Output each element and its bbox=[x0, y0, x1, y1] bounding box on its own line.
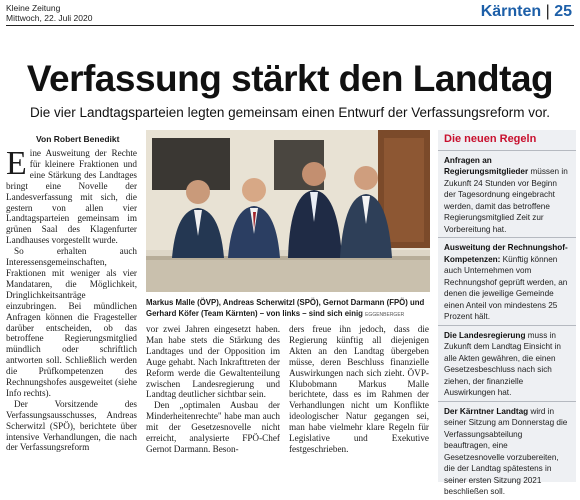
section-name: Kärnten bbox=[480, 3, 542, 20]
masthead bbox=[6, 3, 92, 23]
paragraph: ders freue ihn jedoch, dass die Regierung künftig all diejenigen Akten an den Landtag übergeben müsse, deren Beschluss finanzielle Auswirkungen nach sich zieht. ÖVP-Klubobmann Markus Malle berichtete, dass es im Rahmen der Verhandlungen nicht um Konflikte ideologischer Natur gegangen sei, man habe vielmehr klare Regeln für Legislative und Exekutive festgeschrieben. bbox=[289, 324, 429, 454]
paragraph: Der Vorsitzende des Verfassungsausschusses, Andreas Scherwitzl (SPÖ), berichtete über intensive Verhandlungen, die nach der Verfassungsreform bbox=[6, 398, 137, 453]
paragraph: Den „optimalen Ausbau der Minderheitenrechte" habe man auch mit der Gesetzesnovelle nicht erreicht, analysierte FPÖ-Chef Gernot Darmann. Beson- bbox=[146, 400, 280, 454]
masthead-rule bbox=[6, 25, 574, 26]
subheadline: Die vier Landtagsparteien legten gemeinsam einen Entwurf der Verfassungsreform vor. bbox=[29, 105, 551, 120]
photo-credit: EGGENBERGER bbox=[365, 312, 405, 318]
photo-caption: Markus Malle (ÖVP), Andreas Scherwitzl (SPÖ), Gernot Darmann (FPÖ) und Gerhard Köfer (Team Kärnten) – von links – sind sich einig EGGENBERGER bbox=[146, 298, 425, 318]
headline: Verfassung stärkt den Landtag bbox=[26, 58, 554, 99]
info-item: Die Landesregierung muss in Zukunft dem Landtag Einsicht in alle Akten gewähren, die einen Gesetzesbeschluss nach sich ziehen, der finanzielle Auswirkungen hat. bbox=[438, 325, 576, 401]
issue-date: Mittwoch, 22. Juli 2020 bbox=[6, 13, 93, 23]
article-column-3 bbox=[289, 324, 429, 480]
byline: Von Robert Benedikt bbox=[36, 134, 120, 144]
info-item: Der Kärntner Landtag wird in seiner Sitzung am Donnerstag die Verfassungsabteilung beauftragen, eine Gesetzesnovelle vorzubereiten, die der Landtag spätestens in seiner ersten Sitzung 2021 beschließen soll. bbox=[438, 401, 576, 500]
article-photo bbox=[146, 130, 430, 292]
group-photo bbox=[146, 130, 430, 292]
article-column-2 bbox=[146, 324, 280, 480]
newspaper-name: Kleine Zeitung bbox=[6, 3, 61, 13]
info-box-title: Die neuen Regeln bbox=[444, 133, 537, 145]
page-number: 25 bbox=[554, 3, 572, 20]
paragraph: vor zwei Jahren eingesetzt haben. Man habe stets die Stärkung des Landtages und der Opposition im Auge gehabt. Nach Inkrafttreten der Reform werde die Gewaltenteilung zwischen Landesregierung und Landtag deutlicher sichtbar sein. bbox=[146, 324, 280, 400]
paragraph: ine Ausweitung der Rechte für kleinere Fraktionen und eine Stärkung des Landtages bringt eine Novelle der Landesverfassung mit sich, die gestern von allen vier Landtagsparteien gemeinsam im grünen Saal des Klagenfurter Landhauses vorgestellt wurde. bbox=[6, 148, 137, 246]
info-box bbox=[438, 130, 576, 496]
info-item: Anfragen an Regierungsmitglieder müssen in Zukunft 24 Stunden vor Beginn der Tagesordnung eingebracht werden, damit das betroffene Regierungsmitglied Zeit zur Vorbereitung hat. bbox=[438, 150, 576, 238]
info-item: Ausweitung der Rechnungshof-Kompetenzen: Künftig können auch Unternehmen vom Rechnungshof geprüft werden, an denen die jeweilige Gemeinde einen Anteil von mindestens 25 Prozent hält. bbox=[438, 237, 576, 325]
article-column-1 bbox=[6, 145, 137, 480]
drop-cap: E bbox=[6, 145, 27, 182]
section-header: Kärnten | 25 bbox=[480, 3, 572, 20]
paragraph: So erhalten auch Interessensgemeinschaften, Fraktionen mit weniger als vier Mandataren, die Möglichkeit, Dringlichkeitsanträge einzubringen. Bei mündlichen Anfragen können die Fragesteller darüber entscheiden, ob das betroffene Regierungsmitglied mündlich oder schriftlich antworten soll. Schließlich werden die Prüfkompetenzen des Rechnungshofes ausgeweitet (siehe Info rechts). bbox=[6, 246, 137, 398]
